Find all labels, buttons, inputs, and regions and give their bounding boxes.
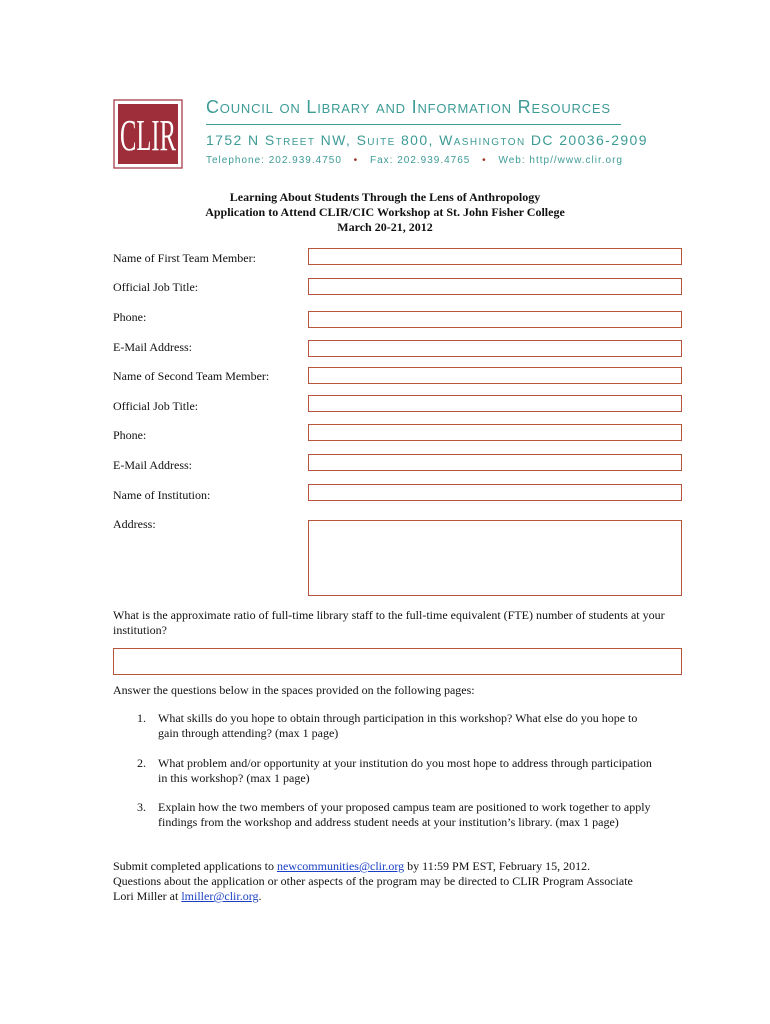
title-line-1: Learning About Students Through the Lens of Anthropology <box>229 190 541 204</box>
institution-name-field[interactable] <box>308 484 682 501</box>
ratio-answer-field[interactable] <box>113 648 682 675</box>
label-institution-name: Name of Institution: <box>113 488 211 502</box>
separator-dot: • <box>353 155 359 166</box>
telephone: Telephone: 202.939.4750 <box>206 155 342 166</box>
web: Web: http//www.clir.org <box>498 155 623 166</box>
question-number: 3. <box>137 800 146 814</box>
title-line-2: Application to Attend CLIR/CIC Workshop at St. John Fisher College <box>205 205 565 219</box>
label-second-member-phone: Phone: <box>113 428 147 442</box>
questions-line <box>113 874 653 904</box>
contact-email-link[interactable]: lmiller@clir.org <box>181 889 259 903</box>
label-address: Address: <box>113 517 156 531</box>
submit-line <box>113 859 653 874</box>
first-member-email-field[interactable] <box>308 340 682 357</box>
first-member-name-field[interactable] <box>308 248 682 265</box>
question-number: 2. <box>137 756 146 770</box>
second-member-phone-field[interactable] <box>308 424 682 441</box>
question-text: Explain how the two members of your proposed campus team are positioned to work together to apply findings from the workshop and address student needs at your institution’s library. (max 1 page) <box>158 800 651 829</box>
first-member-phone-field[interactable] <box>308 311 682 328</box>
address-field[interactable] <box>308 520 682 596</box>
contact-line <box>206 155 623 166</box>
label-first-member-phone: Phone: <box>113 310 147 324</box>
label-second-member-name: Name of Second Team Member: <box>113 369 270 383</box>
second-member-name-field[interactable] <box>308 367 682 384</box>
letterhead-rule <box>206 124 621 125</box>
label-first-member-name: Name of First Team Member: <box>113 251 256 265</box>
label-second-member-title: Official Job Title: <box>113 399 199 413</box>
submit-text-before: Submit completed applications to <box>113 859 277 873</box>
fax: Fax: 202.939.4765 <box>369 155 471 166</box>
separator-dot: • <box>482 155 487 166</box>
label-second-member-email: E-Mail Address: <box>113 458 192 472</box>
logo-letters: CLIR <box>120 111 177 160</box>
organization-name: Council on Library and Information Resources <box>206 97 611 117</box>
label-first-member-email: E-Mail Address: <box>113 340 192 354</box>
questions-text-before: Questions about the application or other aspects of the program may be directed to CLIR Program Associate Lori Miller at <box>113 874 633 903</box>
label-first-member-title: Official Job Title: <box>113 280 199 294</box>
questions-text-after: . <box>258 889 262 903</box>
submission-info <box>113 859 653 904</box>
question-text: What problem and/or opportunity at your institution do you most hope to address through participation in this workshop? (max 1 page) <box>158 756 652 785</box>
document-title <box>0 190 770 235</box>
instructions-intro: Answer the questions below in the spaces provided on the following pages: <box>113 683 475 697</box>
submit-text-after: by 11:59 PM EST, February 15, 2012. <box>404 859 591 873</box>
first-member-title-field[interactable] <box>308 278 682 295</box>
ratio-question: What is the approximate ratio of full-time library staff to the full-time equivalent (FTE) number of students at your institution? <box>113 608 665 637</box>
second-member-email-field[interactable] <box>308 454 682 471</box>
title-line-3: March 20-21, 2012 <box>337 220 433 234</box>
question-number: 1. <box>137 711 146 725</box>
organization-address: 1752 N Street NW, Suite 800, Washington DC 20036-2909 <box>206 132 648 148</box>
second-member-title-field[interactable] <box>308 395 682 412</box>
clir-logo <box>114 100 182 168</box>
question-text: What skills do you hope to obtain through participation in this workshop? What else do you hope to gain through attending? (max 1 page) <box>158 711 638 740</box>
submit-email-link[interactable]: newcommunities@clir.org <box>276 859 405 873</box>
